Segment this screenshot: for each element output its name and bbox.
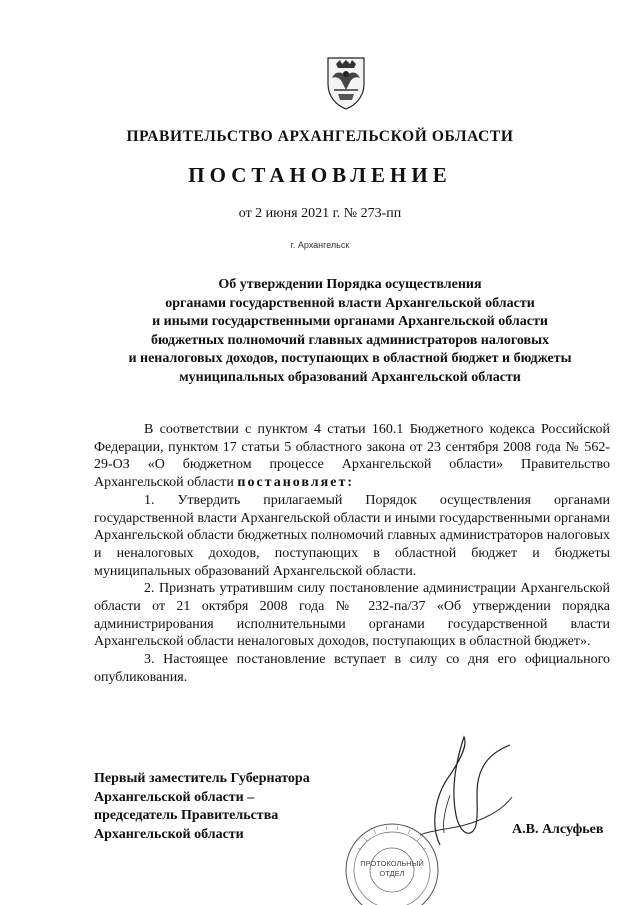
document-body bbox=[94, 421, 610, 687]
decree-item: 2. Признать утратившим силу постановление администрации Архангельской области от 21 октября 2008 года № 232-па/37 «Об утверждении порядка администрирования исполнительными органами государственной власти Архангельской области неналоговых доходов, поступающих в областной бюджет». bbox=[94, 581, 610, 650]
stamp-text-line-2: ОТДЕЛ bbox=[379, 869, 405, 878]
subject-line: и иными государственными органами Архангельской области bbox=[152, 314, 548, 329]
subject-line: и неналоговых доходов, поступающих в областной бюджет и бюджеты bbox=[128, 351, 572, 366]
document-city: г. Архангельск bbox=[290, 240, 350, 250]
intro-paragraph bbox=[94, 421, 610, 492]
stamp-text-line-1: ПРОТОКОЛЬНЫЙ bbox=[360, 859, 424, 868]
signatory-title bbox=[94, 770, 310, 844]
signatory-title-line: Архангельской области – bbox=[94, 789, 255, 805]
subject-line: органами государственной власти Архангельской области bbox=[165, 295, 535, 311]
decree-item: 3. Настоящее постановление вступает в силу со дня его официального опубликования. bbox=[94, 652, 610, 685]
handwritten-signature bbox=[380, 735, 520, 855]
decree-word: постановляет: bbox=[237, 475, 354, 491]
document-type-heading: ПОСТАНОВЛЕНИЕ bbox=[188, 163, 452, 187]
subject-line: Об утверждении Порядка осуществления bbox=[218, 277, 482, 292]
subject-line: бюджетных полномочий главных администраторов налоговых bbox=[150, 332, 550, 348]
signatory-title-line: Первый заместитель Губернатора bbox=[94, 771, 310, 786]
document-subject bbox=[95, 276, 605, 387]
subject-line: муниципальных образований Архангельской области bbox=[179, 369, 521, 385]
decree-item: 1. Утвердить прилагаемый Порядок осуществления органами государственной власти Архангельской области и иными государственными органами Архангельской области бюджетных полномочий главных администраторов налоговых и неналоговых доходов, поступающих в областной бюджет и бюджеты муниципальных образований Архангельской области. bbox=[94, 492, 610, 579]
signatory-name: А.В. Алсуфьев bbox=[512, 822, 604, 837]
signatory-title-line: Архангельской области bbox=[94, 826, 244, 842]
signatory-title-line: председатель Правительства bbox=[94, 808, 279, 823]
document-date-number: от 2 июня 2021 г. № 273-пп bbox=[238, 206, 402, 221]
intro-text: В соответствии с пунктом 4 статьи 160.1 Бюджетного кодекса Российской Федерации, пунктом 17 статьи 5 областного закона от 23 сентября 2008 года № 562-29-ОЗ «О бюджетном процессе Архангельской области» Правительство Архангельской области bbox=[94, 422, 610, 491]
coat-of-arms-emblem bbox=[324, 54, 368, 110]
government-title: ПРАВИТЕЛЬСТВО АРХАНГЕЛЬСКОЙ ОБЛАСТИ bbox=[126, 128, 514, 145]
